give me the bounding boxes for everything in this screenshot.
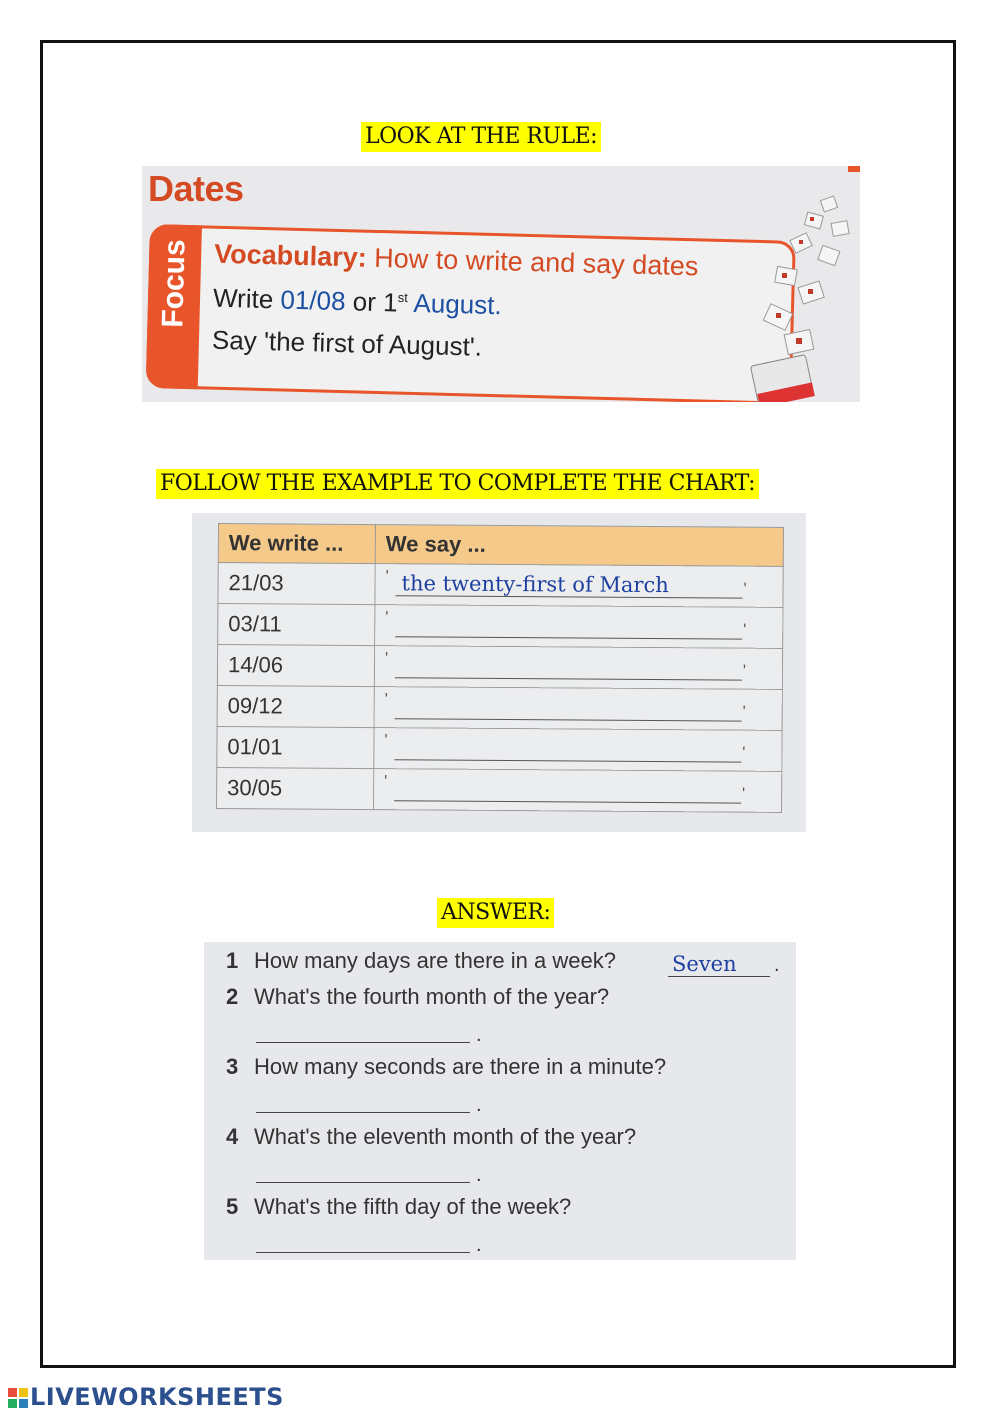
spoken-date-input[interactable] <box>395 606 742 639</box>
written-date: 30/05 <box>217 767 374 809</box>
written-date: 09/12 <box>217 685 374 727</box>
table-row <box>217 726 782 771</box>
answer-input-4[interactable] <box>256 1158 470 1183</box>
write-date: 01/08 <box>280 284 346 317</box>
spoken-date-input[interactable] <box>395 688 742 721</box>
write-line <box>213 283 502 322</box>
question-text: How many seconds are there in a minute? <box>254 1054 667 1079</box>
written-date: 01/01 <box>217 726 374 768</box>
chart-table <box>216 523 784 813</box>
question-number: 2 <box>226 984 239 1009</box>
spoken-date-cell: ' the twenty-first of March ' <box>375 564 783 608</box>
answer-input-1[interactable] <box>668 948 770 977</box>
question-1 <box>226 948 616 974</box>
flying-calendar-icon <box>736 192 856 402</box>
question-3 <box>226 1054 666 1080</box>
focus-tab <box>146 224 202 389</box>
question-number: 4 <box>226 1124 239 1149</box>
write-suffix: st <box>397 289 409 306</box>
question-text: How many days are there in a week? <box>254 948 616 973</box>
question-number: 1 <box>226 948 239 973</box>
write-or: or <box>352 286 377 317</box>
heading-answer: ANSWER: <box>437 898 554 928</box>
table-row <box>218 604 783 649</box>
vocab-line <box>214 239 699 283</box>
write-month: August. <box>413 287 503 321</box>
question-text: What's the eleventh month of the year? <box>254 1124 637 1149</box>
spoken-date-input[interactable] <box>395 647 742 680</box>
question-5 <box>226 1194 571 1220</box>
answer-input-5[interactable] <box>256 1228 470 1253</box>
table-row <box>217 645 782 690</box>
spoken-date-cell: ' ' <box>374 728 782 772</box>
question-2 <box>226 984 609 1010</box>
written-date: 21/03 <box>218 563 375 605</box>
liveworksheets-logo[interactable] <box>8 1383 284 1411</box>
question-text: What's the fourth month of the year? <box>254 984 610 1009</box>
vocab-text: How to write and say dates <box>373 242 699 282</box>
corner-mark <box>848 166 860 172</box>
answer-input-3[interactable] <box>256 1088 470 1113</box>
header-we-say: We say ... <box>375 525 783 567</box>
brand-name: LIVEWORKSHEETS <box>30 1383 284 1411</box>
header-we-write: We write ... <box>218 524 375 564</box>
focus-box <box>146 224 796 402</box>
logo-blocks-icon <box>8 1388 28 1408</box>
answer-text: Seven <box>672 952 737 976</box>
question-4 <box>226 1124 636 1150</box>
write-prefix: Write <box>212 282 274 315</box>
table-row <box>218 563 783 608</box>
table-row <box>217 685 782 730</box>
say-line-rule: Say 'the first of August'. <box>211 324 483 362</box>
heading-look-at-rule: LOOK AT THE RULE: <box>361 122 601 152</box>
questions-panel: 1 How many days are there in a week? Seven . 2 What's the fourth month of the year? . 3 How many seconds are there in a minute? . 4 What's the eleventh month of the year? . 5 What's the fifth day of the week? . <box>204 942 796 1260</box>
write-day: 1 <box>382 287 399 318</box>
heading-follow-example: FOLLOW THE EXAMPLE TO COMPLETE THE CHART: <box>156 469 759 499</box>
spoken-date-input[interactable] <box>394 729 741 762</box>
rule-title: Dates <box>148 168 244 209</box>
written-date: 03/11 <box>218 604 375 646</box>
question-text: What's the fifth day of the week? <box>254 1194 572 1219</box>
answer-input-2[interactable] <box>256 1018 470 1043</box>
date-chart <box>192 513 806 832</box>
table-row <box>217 767 782 812</box>
rule-image <box>142 166 860 402</box>
spoken-date-input[interactable] <box>394 770 741 803</box>
spoken-date-cell: ' ' <box>375 605 783 649</box>
focus-tab-label: Focus <box>156 238 192 329</box>
vocab-label: Vocabulary: <box>213 238 368 273</box>
question-number: 3 <box>226 1054 239 1079</box>
question-number: 5 <box>226 1194 239 1219</box>
spoken-date-cell: ' ' <box>374 687 782 731</box>
spoken-date-text: the twenty-first of March <box>401 571 669 598</box>
spoken-date-cell: ' ' <box>374 769 782 813</box>
spoken-date-input[interactable] <box>395 565 742 598</box>
spoken-date-cell: ' ' <box>374 646 782 690</box>
written-date: 14/06 <box>217 645 374 687</box>
chart-header-row <box>218 524 783 567</box>
